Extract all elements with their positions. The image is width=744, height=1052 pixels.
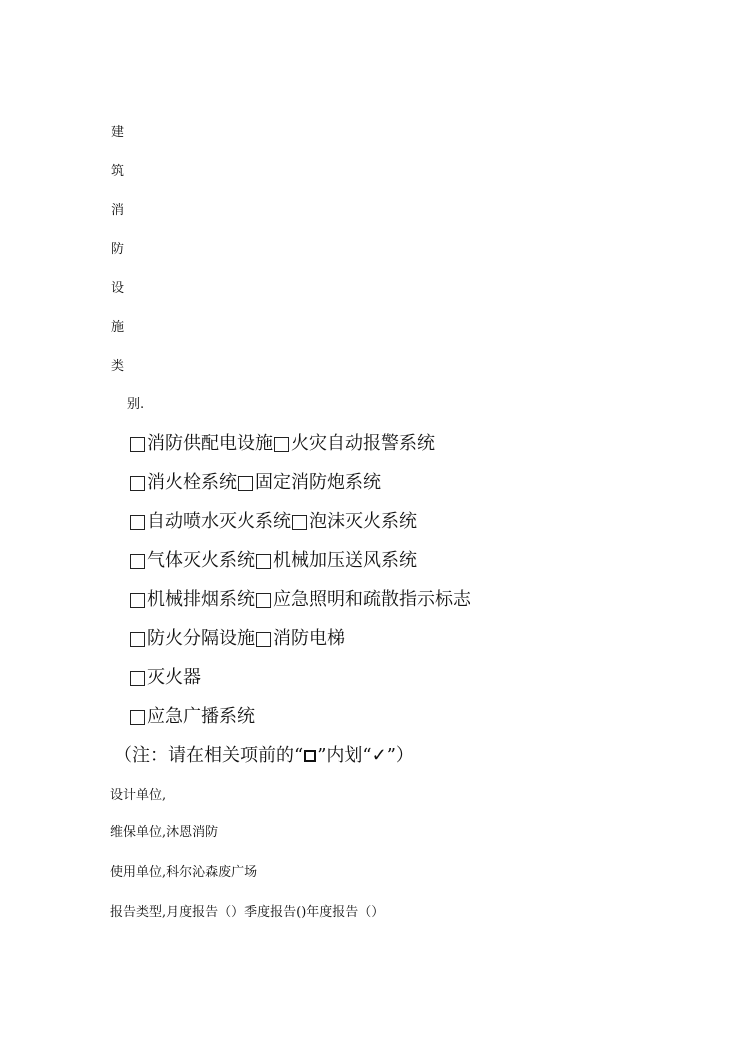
option-row xyxy=(130,510,417,534)
maintenance-unit-line: 维保单位,沐恩消防 xyxy=(110,825,219,840)
report-type-line: 报告类型,月度报告（）季度报告()年度报告（） xyxy=(110,905,385,920)
design-unit-line: 设计单位, xyxy=(110,788,167,803)
option-label: 消防电梯 xyxy=(273,628,345,649)
option-row xyxy=(130,627,345,651)
checkbox[interactable] xyxy=(238,476,253,491)
vertical-title-char: 建 xyxy=(111,125,125,140)
option-label: 应急照明和疏散指示标志 xyxy=(273,589,471,610)
checkbox[interactable] xyxy=(130,593,145,608)
user-unit-line: 使用单位,科尔沁森废广场 xyxy=(110,865,258,880)
checkbox[interactable] xyxy=(130,710,145,725)
option-label: 泡沫灭火系统 xyxy=(309,511,417,532)
vertical-title-char: 施 xyxy=(111,320,125,335)
vertical-title-char: 筑 xyxy=(111,164,125,179)
vertical-title-char: 设 xyxy=(111,281,125,296)
vertical-title-char: 防 xyxy=(111,242,125,257)
option-label: 气体灭火系统 xyxy=(147,550,255,571)
option-label: 机械加压送风系统 xyxy=(273,550,417,571)
option-row xyxy=(130,705,255,729)
option-label: 固定消防炮系统 xyxy=(255,472,381,493)
option-label: 消防供配电设施 xyxy=(147,433,273,454)
checkmark-icon: ✓ xyxy=(371,745,387,766)
checkbox[interactable] xyxy=(256,593,271,608)
option-label: 火灾自动报警系统 xyxy=(291,433,435,454)
note-middle: ”内划“ xyxy=(317,745,372,766)
option-label: 灭火器 xyxy=(147,667,201,688)
checkbox[interactable] xyxy=(292,515,307,530)
option-row xyxy=(130,549,417,573)
option-label: 自动喷水灭火系统 xyxy=(147,511,291,532)
option-label: 防火分隔设施 xyxy=(147,628,255,649)
vertical-title-char: 消 xyxy=(111,203,125,218)
checkbox-symbol-icon xyxy=(304,750,316,762)
option-row xyxy=(130,471,381,495)
option-label: 机械排烟系统 xyxy=(147,589,255,610)
checkbox[interactable] xyxy=(130,554,145,569)
checkbox[interactable] xyxy=(130,476,145,491)
note-suffix: ”） xyxy=(386,745,414,766)
checkbox[interactable] xyxy=(130,671,145,686)
option-label: 应急广播系统 xyxy=(147,706,255,727)
instruction-note xyxy=(114,744,414,768)
vertical-title-char: 类 xyxy=(111,359,125,374)
checkbox[interactable] xyxy=(130,632,145,647)
option-row xyxy=(130,666,201,690)
option-label: 消火栓系统 xyxy=(147,472,237,493)
category-label-suffix: 别. xyxy=(127,397,145,412)
checkbox[interactable] xyxy=(256,554,271,569)
checkbox[interactable] xyxy=(256,632,271,647)
option-row xyxy=(130,588,471,612)
option-row xyxy=(130,432,435,456)
checkbox[interactable] xyxy=(130,515,145,530)
note-prefix: （注：请在相关项前的“ xyxy=(114,745,304,766)
checkbox[interactable] xyxy=(130,437,145,452)
checkbox[interactable] xyxy=(274,437,289,452)
